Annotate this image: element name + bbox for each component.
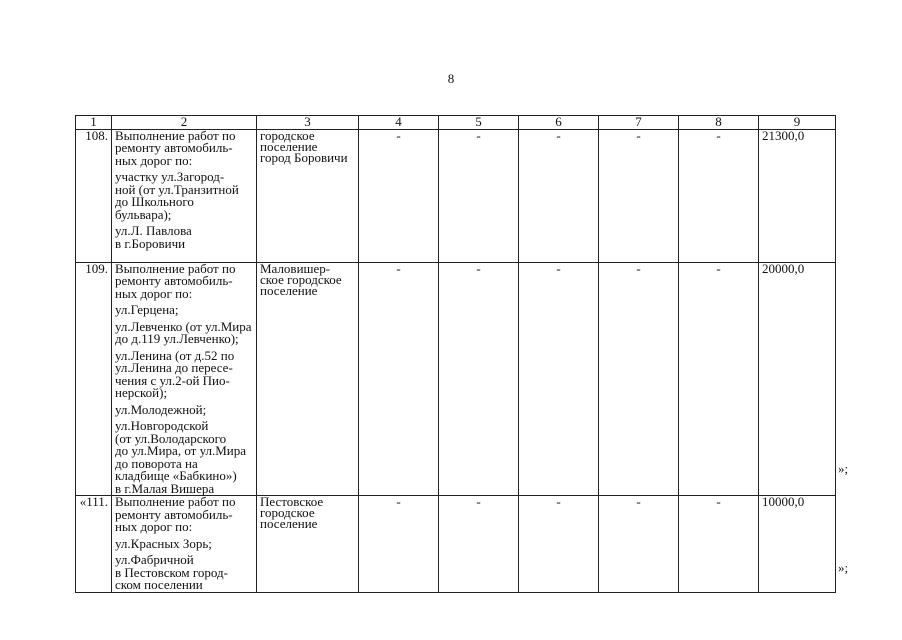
description-paragraph: ул.Левченко (от ул.Мира до д.119 ул.Левченко); [115, 318, 252, 346]
row-number: 109. [76, 262, 112, 496]
cell-col8: - [679, 129, 759, 262]
cell-col8: - [679, 262, 759, 496]
cell-col5: - [439, 129, 519, 262]
cell-col4: - [359, 129, 439, 262]
table-row [76, 129, 836, 262]
header-cell: 7 [599, 116, 679, 130]
table-row [76, 262, 836, 496]
cell-col6: - [519, 129, 599, 262]
amount-cell: 20000,0 [759, 262, 836, 496]
cell-col4: - [359, 262, 439, 496]
header-cell: 5 [439, 116, 519, 130]
closing-quote-mark: »; [838, 560, 849, 575]
page-number: 8 [447, 71, 455, 86]
settlement-cell [257, 496, 359, 593]
cell-col8: - [679, 496, 759, 593]
work-description [112, 262, 257, 496]
data-table [75, 115, 836, 593]
settlement-cell [257, 129, 359, 262]
closing-quote-mark: »; [838, 461, 849, 476]
header-cell: 8 [679, 116, 759, 130]
description-paragraph: ул.Новгородской (от ул.Володарского до ул.Мира, от ул.Мира до поворота на кладбище «Бабкино») в г.Малая Вишера [115, 418, 247, 496]
description-paragraph: ул.Красных Зорь; [115, 535, 212, 551]
header-cell: 4 [359, 116, 439, 130]
amount-cell: 10000,0 [759, 496, 836, 593]
description-paragraph: Выполнение работ по ремонту автомобиль- ных дорог по: [115, 260, 236, 301]
cell-col6: - [519, 262, 599, 496]
header-cell: 2 [112, 116, 257, 130]
cell-col4: - [359, 496, 439, 593]
description-paragraph: участку ул.Загород- ной (от ул.Транзитной до Школьного бульвара); [115, 169, 239, 222]
cell-col7: - [599, 129, 679, 262]
description-paragraph: ул.Молодежной; [115, 401, 207, 417]
settlement-name: Пестовское городское поселение [260, 494, 324, 531]
header-row [76, 116, 836, 130]
work-description [112, 129, 257, 262]
table-row [76, 496, 836, 593]
row-number: 108. [76, 129, 112, 262]
header-cell: 6 [519, 116, 599, 130]
header-cell: 3 [257, 116, 359, 130]
header-cell: 9 [759, 116, 836, 130]
description-paragraph: ул.Герцена; [115, 302, 179, 317]
header-cell: 1 [76, 116, 112, 130]
cell-col7: - [599, 496, 679, 593]
work-description [112, 496, 257, 593]
settlement-name: Маловишер- ское городское поселение [260, 260, 342, 298]
cell-col7: - [599, 262, 679, 496]
description-paragraph: Выполнение работ по ремонту автомобиль- ных дорог по: [115, 127, 236, 168]
description-paragraph: ул.Ленина (от д.52 по ул.Ленина до пересе- чения с ул.2-ой Пио- нерской); [115, 347, 235, 400]
amount-cell: 21300,0 [759, 129, 836, 262]
cell-col5: - [439, 262, 519, 496]
description-paragraph: ул.Л. Павлова в г.Боровичи [115, 223, 192, 251]
cell-col5: - [439, 496, 519, 593]
settlement-name: городское поселение город Боровичи [260, 127, 348, 165]
description-paragraph: Выполнение работ по ремонту автомобиль- ных дорог по: [115, 494, 236, 534]
row-number: «111. [76, 496, 112, 593]
settlement-cell [257, 262, 359, 496]
cell-col6: - [519, 496, 599, 593]
description-paragraph: ул.Фабричной в Пестовском город- ском поселении [115, 552, 228, 592]
